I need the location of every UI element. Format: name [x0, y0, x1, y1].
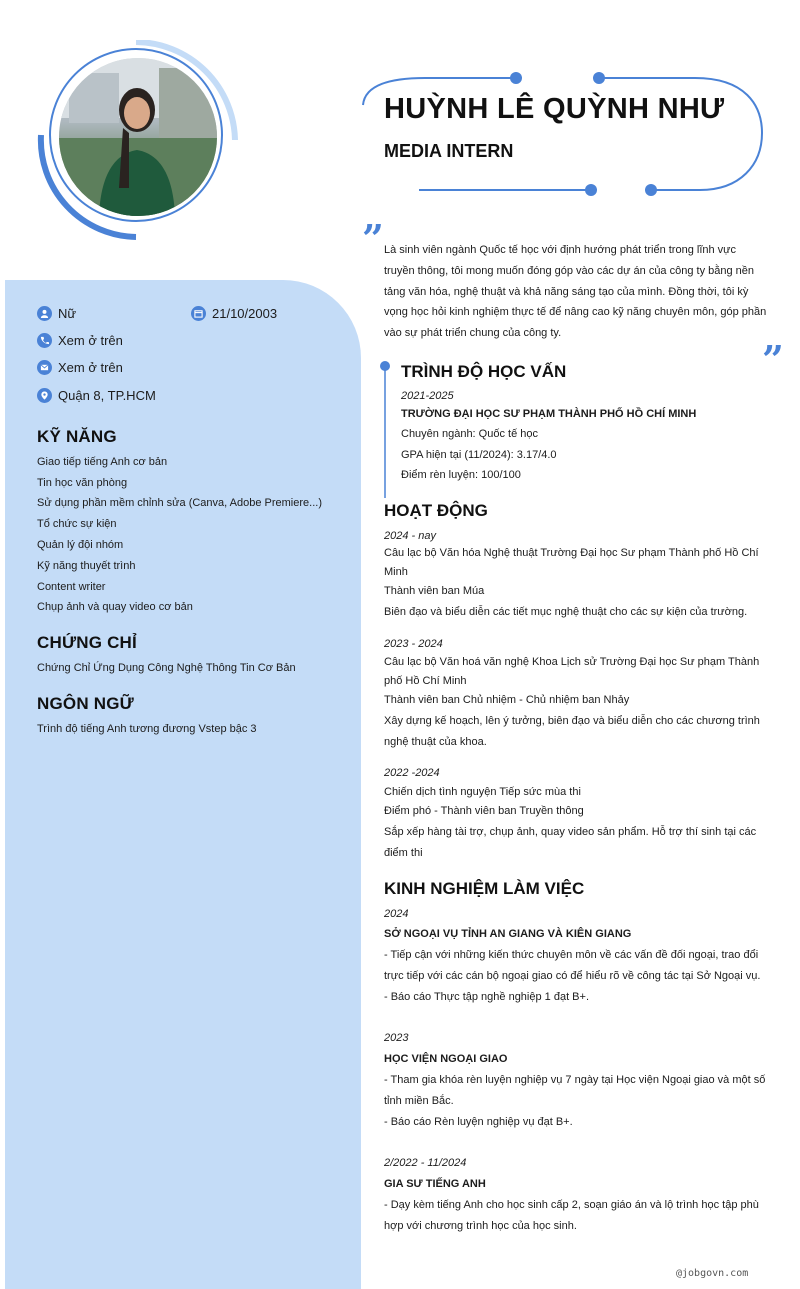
summary-text: Là sinh viên ngành Quốc tế học với định hướng phát triển trong lĩnh vực truyền thông, tôi mong muốn đóng góp vào các dự án của công ty bằng nền tảng văn hóa, nghệ thuật và khả năng sáng tạo của mình. Đồng thời, tôi kỳ vọng học hỏi kinh nghiệm thực tế để nâng cao kỹ năng chuyên môn, góp phần vào sự phát triển chung của công ty.	[384, 244, 767, 340]
open-quote-icon: ”	[362, 216, 384, 261]
gender-value: Nữ	[58, 306, 77, 321]
activity-period: 2024 - nay	[384, 530, 436, 542]
education-major: Chuyên ngành: Quốc tế học	[401, 428, 538, 440]
skill-item: Tổ chức sự kiện	[37, 518, 117, 530]
activity-period: 2023 - 2024	[384, 638, 443, 650]
skill-item: Tin học văn phòng	[37, 477, 128, 489]
experience-title: KINH NGHIỆM LÀM VIỆC	[384, 879, 585, 898]
skill-item: Quản lý đội nhóm	[37, 539, 124, 551]
activities-title: HOẠT ĐỘNG	[384, 501, 488, 520]
location-pin-icon	[37, 388, 52, 403]
education-timeline-decoration	[378, 360, 392, 500]
activity-org: Câu lạc bộ Văn hoá văn nghệ Khoa Lịch sử Trường Đại học Sư phạm Thành phố Hồ Chí Minh	[384, 656, 760, 687]
experience-period: 2023	[384, 1032, 409, 1044]
experience-org: HỌC VIỆN NGOẠI GIAO	[384, 1053, 508, 1065]
experience-org: SỞ NGOẠI VỤ TỈNH AN GIANG VÀ KIÊN GIANG	[384, 928, 632, 940]
calendar-icon	[191, 306, 206, 321]
email-row	[37, 360, 123, 375]
education-period: 2021-2025	[401, 390, 454, 402]
mail-icon	[37, 360, 52, 375]
experience-line: - Báo cáo Thực tập nghề nghiệp 1 đạt B+.	[384, 991, 589, 1003]
education-title: TRÌNH ĐỘ HỌC VẤN	[401, 362, 567, 381]
experience-period: 2024	[384, 908, 409, 920]
header-frame-decoration	[355, 65, 775, 205]
avatar	[56, 55, 220, 219]
skill-item: Sử dụng phần mềm chỉnh sửa (Canva, Adobe Premiere...)	[37, 497, 322, 509]
certificate-item: Chứng Chỉ Ứng Dụng Công Nghệ Thông Tin Cơ Bản	[37, 662, 296, 674]
birthdate-value: 21/10/2003	[212, 306, 278, 321]
skill-item: Chụp ảnh và quay video cơ bản	[37, 601, 193, 613]
experience-period: 2/2022 - 11/2024	[384, 1157, 467, 1169]
skill-item: Kỹ năng thuyết trình	[37, 560, 136, 572]
experience-line: - Tham gia khóa rèn luyện nghiệp vụ 7 ngày tại Học viện Ngoại giao và một số tỉnh miền Bắc.	[384, 1074, 766, 1107]
activity-desc: Xây dựng kế hoạch, lên ý tưởng, biên đạo và biểu diễn cho các chương trình nghệ thuật của khoa.	[384, 715, 760, 748]
activity-desc: Biên đạo và biểu diễn các tiết mục nghệ thuật cho các sự kiện của trường.	[384, 606, 748, 618]
job-title: MEDIA INTERN	[384, 141, 514, 161]
activity-period: 2022 -2024	[384, 767, 440, 779]
education-school: TRƯỜNG ĐẠI HỌC SƯ PHẠM THÀNH PHỐ HỒ CHÍ MINH	[401, 408, 697, 420]
address-row	[37, 388, 156, 403]
candidate-name: HUỲNH LÊ QUỲNH NHƯ	[384, 93, 725, 125]
certificates-title: CHỨNG CHỈ	[37, 633, 137, 652]
birthdate-row	[191, 306, 277, 321]
gender-row	[37, 306, 76, 321]
phone-row	[37, 333, 123, 348]
profile-photo-frame	[36, 40, 240, 244]
watermark: @jobgovn.com	[676, 1268, 749, 1279]
activity-position: Thành viên ban Chủ nhiệm - Chủ nhiệm ban Nhảy	[384, 694, 630, 706]
activity-org: Chiến dịch tình nguyện Tiếp sức mùa thi	[384, 786, 581, 798]
activity-position: Điểm phó - Thành viên ban Truyền thông	[384, 805, 584, 817]
close-quote-icon: ”	[762, 337, 784, 382]
education-gpa: GPA hiện tại (11/2024): 3.17/4.0	[401, 449, 557, 461]
languages-title: NGÔN NGỮ	[37, 694, 134, 713]
phone-value: Xem ở trên	[58, 333, 123, 348]
user-icon	[37, 306, 52, 321]
experience-line: - Dạy kèm tiếng Anh cho học sinh cấp 2, soạn giáo án và lộ trình học tập phù hợp với chương trình học của học sinh.	[384, 1199, 759, 1232]
experience-line: - Báo cáo Rèn luyện nghiệp vụ đạt B+.	[384, 1116, 573, 1128]
email-value: Xem ở trên	[58, 360, 123, 375]
activity-desc: Sắp xếp hàng tài trợ, chụp ảnh, quay video sản phẩm. Hỗ trợ thí sinh tại các điểm thi	[384, 826, 757, 859]
skill-item: Giao tiếp tiếng Anh cơ bản	[37, 456, 168, 468]
activity-position: Thành viên ban Múa	[384, 585, 485, 597]
language-item: Trình độ tiếng Anh tương đương Vstep bậc 3	[37, 723, 257, 735]
skill-item: Content writer	[37, 581, 106, 593]
skills-title: KỸ NĂNG	[37, 427, 117, 446]
activity-org: Câu lạc bộ Văn hóa Nghệ thuật Trường Đại học Sư phạm Thành phố Hồ Chí Minh	[384, 547, 759, 578]
experience-line: - Tiếp cận với những kiến thức chuyên môn về các vấn đề đối ngoại, trao đổi trực tiếp với các cán bộ ngoại giao có để hiểu rõ về công tác tại Sở Ngoại vụ.	[384, 949, 761, 982]
experience-org: GIA SƯ TIẾNG ANH	[384, 1178, 486, 1190]
education-conduct: Điểm rèn luyện: 100/100	[401, 469, 521, 481]
phone-icon	[37, 333, 52, 348]
address-value: Quận 8, TP.HCM	[58, 388, 156, 403]
